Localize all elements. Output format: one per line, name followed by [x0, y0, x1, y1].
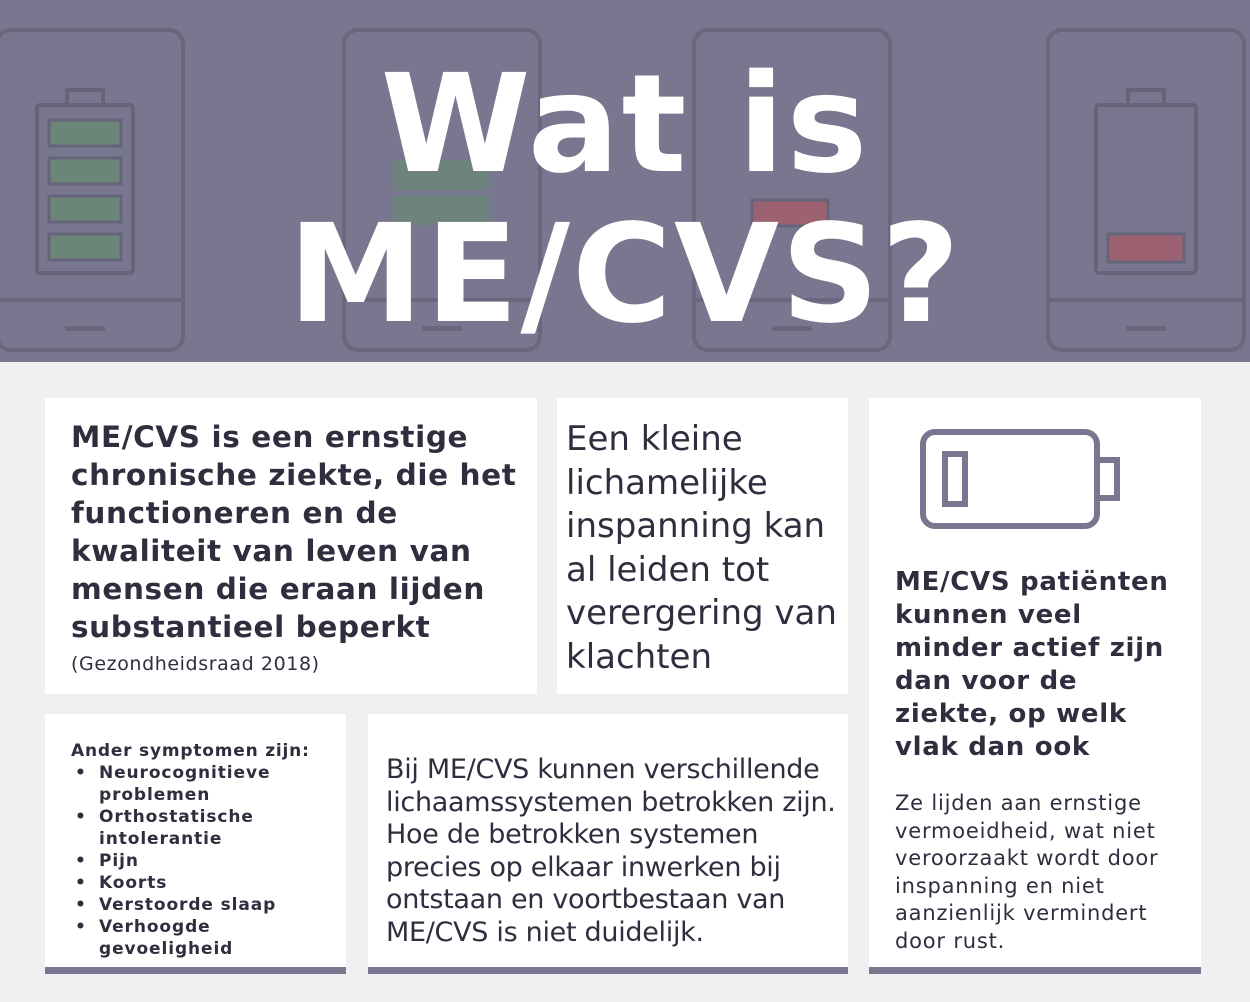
exertion-text: Een kleine lichamelijke inspanning kan al leiden tot verergering van klachten [566, 419, 837, 677]
low-battery-icon [919, 428, 1129, 532]
symptoms-card [45, 714, 346, 974]
symptoms-list [71, 762, 336, 960]
definition-card [45, 398, 537, 694]
list-item: • Neurocognitieve problemen [71, 762, 336, 806]
systems-card [368, 714, 848, 974]
page-title [0, 46, 1250, 354]
systems-text: Bij ME/CVS kunnen verschillende lichaamssystemen betrokken zijn. Hoe de betrokken systemen precies op elkaar inwerken bij ontstaan en voortbestaan van ME/CVS is niet duidelijk. [386, 754, 836, 948]
exertion-card [557, 398, 848, 694]
activity-card [869, 398, 1201, 974]
activity-heading: ME/CVS patiënten kunnen veel minder actief zijn dan voor de ziekte, op welk vlak dan ook [895, 567, 1169, 762]
list-item: • Orthostatische intolerantie [71, 806, 336, 850]
list-item: • Pijn [71, 850, 336, 872]
definition-text: ME/CVS is een ernstige chronische ziekte, die het functioneren en de kwaliteit van leven van mensen die eraan lijden substantieel beperkt [71, 420, 517, 644]
definition-source: (Gezondheidsraad 2018) [71, 653, 320, 675]
list-item: • Koorts [71, 872, 336, 894]
title-line-1: Wat is [380, 46, 870, 204]
list-item: • Verhoogde gevoeligheid [71, 916, 336, 960]
symptoms-heading: Ander symptomen zijn: [71, 741, 310, 761]
header-banner [0, 0, 1250, 362]
list-item: • Verstoorde slaap [71, 894, 336, 916]
title-line-2: ME/CVS? [288, 196, 962, 354]
activity-text: Ze lijden aan ernstige vermoeidheid, wat niet veroorzaakt wordt door inspanning en niet aanzienlijk vermindert door rust. [895, 791, 1159, 953]
